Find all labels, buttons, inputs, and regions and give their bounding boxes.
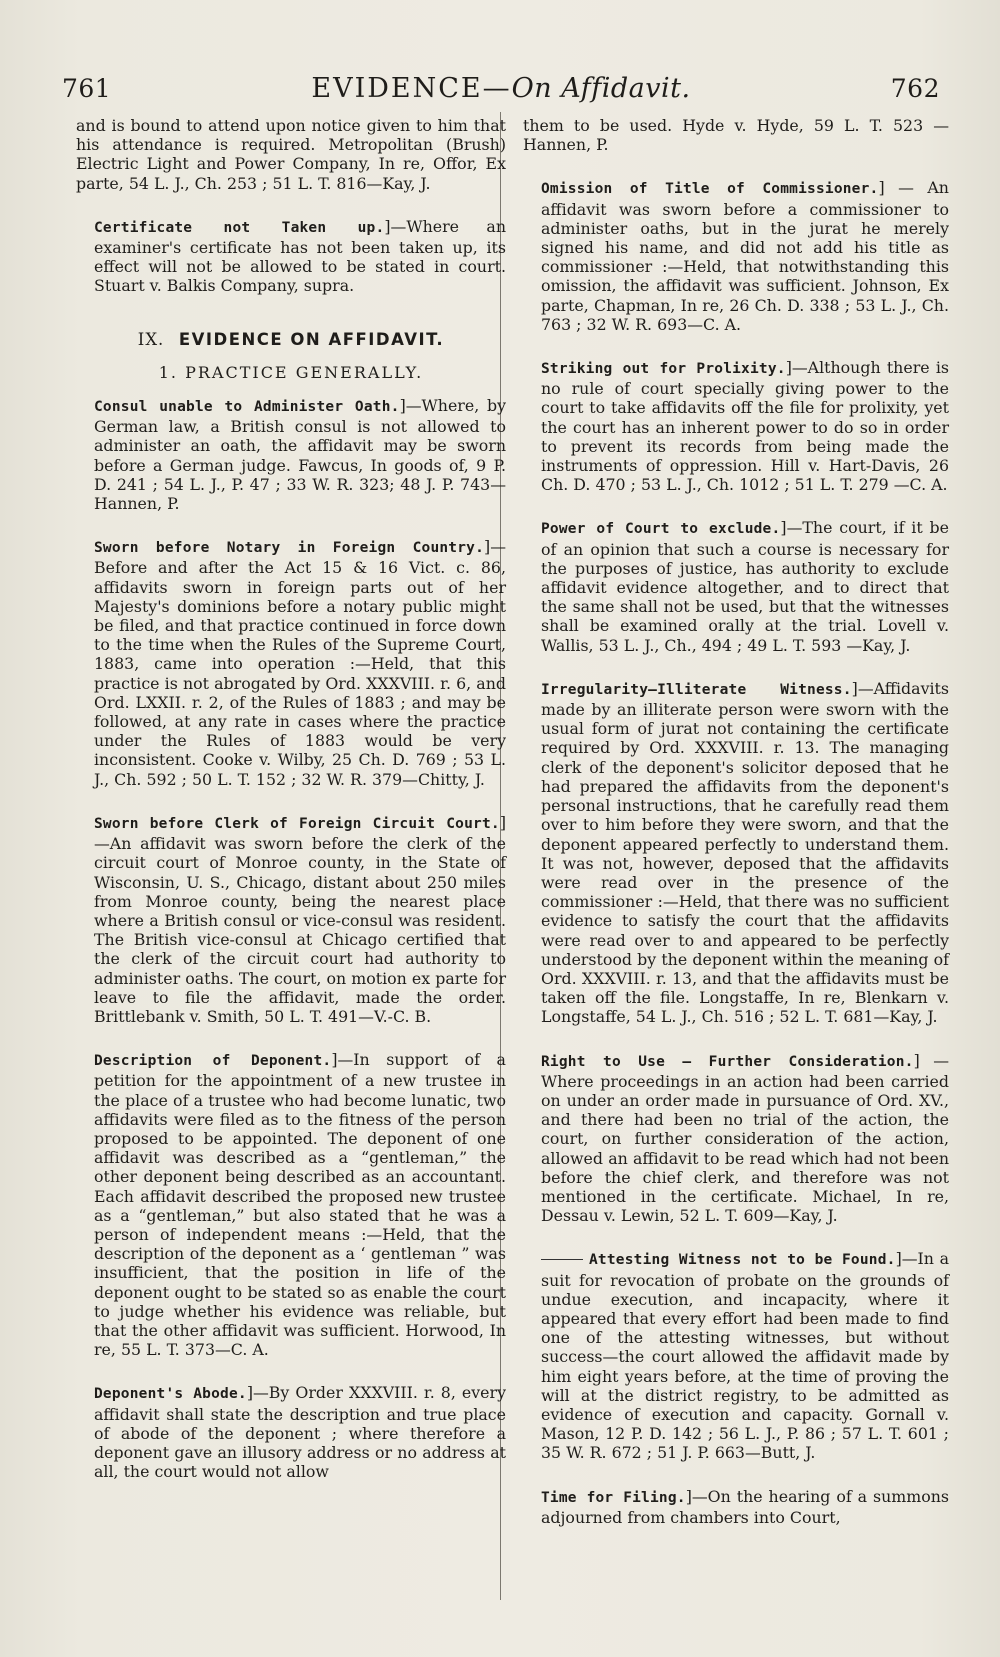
- entry-heading: Attesting Witness not to be Found.: [589, 1252, 896, 1269]
- right-page-number: 762: [890, 73, 940, 103]
- running-header: [62, 66, 940, 110]
- entry-text: ]—An affidavit was sworn before the clerk of the circuit court of Monroe county, in the State of Wisconsin, U. S., Chicago, distant about 250 miles from Monroe county, being the nearest place where a British consul or vice-consul was resident. The British vice-consul at Chicago certified that the clerk of the circuit court had authority to administer oaths. The court, on motion ex parte for leave to file the affidavit, made the order. Brittlebank v. Smith, 50 L. T. 491—V.-C. B.: [94, 812, 506, 1026]
- right-column: [523, 116, 949, 1551]
- paragraph: [76, 217, 506, 296]
- entry-heading: Power of Court to exclude.: [541, 521, 781, 538]
- entry-heading: Description of Deponent.: [94, 1053, 332, 1070]
- entry-heading: Sworn before Notary in Foreign Country.: [94, 540, 485, 557]
- entry-text: ]—On the hearing of a summons adjourned from chambers into Court,: [541, 1486, 949, 1527]
- paragraph: [523, 679, 949, 1027]
- entry-heading: Irregularity—Illiterate Witness.: [541, 681, 852, 698]
- entry-heading: Sworn before Clerk of Foreign Circuit Court.: [94, 815, 500, 832]
- entry-text: ]—The court, if it be of an opinion that such a course is necessary for the purposes of justice, has authority to exclude affidavit evidence altogether, and to direct that the same shall not be used, but that the witnesses shall be examined orally at the trial. Lovell v. Wallis, 53 L. J., Ch., 494 ; 49 L. T. 593 —Kay, J.: [541, 518, 949, 655]
- running-title: [311, 73, 690, 104]
- entry-text: ]—In support of a petition for the appointment of a new trustee in the place of a trustee who had become lunatic, two affidavits were filed as to the fitness of the person proposed to be appointed. The deponent of one affidavit was described as a “gentleman,” the other deponent being described as an accountant. Each affidavit described the proposed new trustee as a “gentleman,” but also stated that he was a person of independent means :—Held, that the description of the deponent as a ‘ gentleman ” was insufficient, that the position in life of the deponent ought to be stated so as enable the court to judge whether his evidence was reliable, but that the other affidavit was sufficient. Horwood, In re, 55 L. T. 373—C. A.: [94, 1050, 506, 1360]
- left-column: [76, 116, 506, 1505]
- paragraph: [76, 537, 506, 789]
- subsection-heading: 1. PRACTICE GENERALLY.: [158, 362, 424, 382]
- paragraph: [523, 1487, 949, 1527]
- entry-text: ]—Where an examiner's certificate has not been taken up, its effect will not be allowed to be stated in court. Stuart v. Balkis Company, supra.: [94, 216, 507, 296]
- paragraph: [523, 1051, 949, 1226]
- entry-heading: Striking out for Prolixity.: [541, 361, 786, 378]
- paragraph: [76, 813, 506, 1026]
- entry-heading: Time for Filing.: [541, 1489, 686, 1506]
- left-page-number: 761: [62, 73, 112, 103]
- entry-text: ]—In a suit for revocation of probate on the grounds of undue execution, and incapacity, where it appeared that every effort had been made to find one of the attesting witnesses, but without success—the court allowed the affidavit made by him eight years before, at the time of proving the will at the district registry, to be admitted as evidence of execution and capacity. Gornall v. Mason, 12 P. D. 142 ; 56 L. J., P. 86 ; 57 L. T. 601 ; 35 W. R. 672 ; 51 J. P. 663—Butt, J.: [541, 1249, 949, 1463]
- entry-text: ]—Before and after the Act 15 & 16 Vict. c. 86, affidavits sworn in foreign parts out of her Majesty's dominions before a notary public might be filed, and that practice continued in force down to the time when the Rules of the Supreme Court, 1883, came into operation :—Held, that this practice is not abrogated by Ord. XXXVIII. r. 6, and Ord. LXXII. r. 2, of the Rules of 1883 ; and may be followed, at any rate in cases where the practice under the Rules of 1883 would be very inconsistent. Cooke v. Wilby, 25 Ch. D. 769 ; 53 L. J., Ch. 592 ; 50 L. T. 152 ; 32 W. R. 379—Chitty, J.: [94, 537, 506, 789]
- paragraph: [76, 396, 506, 513]
- entry-text: ] — Where proceedings in an action had been carried on under an order made in pursuance of Ord. XV., and there had been no trial of the action, the court, on further consideration of the action, allowed an affidavit to be read which had not been before the chief clerk, and therefore was not mentioned in the certificate. Michael, In re, Dessau v. Lewin, 52 L. T. 609—Kay, J.: [541, 1050, 949, 1226]
- section-title: EVIDENCE ON AFFIDAVIT.: [178, 329, 445, 349]
- paragraph: [76, 1383, 506, 1481]
- entry-text: ]—Affidavits made by an illiterate person were sworn with the usual form of jurat not containing the certificate required by Ord. XXXVIII. r. 13. The managing clerk of the deponent's solicitor deposed that he had prepared the affidavits from the deponent's personal instructions, that he carefully read them over to him before they were sworn, and that the deponent appeared perfectly to understand them. It was not, however, deposed that the affidavits were read over in the presence of the commissioner :—Held, that there was no sufficient evidence to satisfy the court that the affidavits were read over to and appeared to be perfectly understood by the deponent within the meaning of Ord. XXXVIII. r. 13, and that the affidavits must be taken off the file. Longstaffe, In re, Blenkarn v. Longstaffe, 54 L. J., Ch. 516 ; 52 L. T. 681—Kay, J.: [541, 678, 949, 1027]
- entry-text: ] — An affidavit was sworn before a commissioner to administer oaths, but in the jurat he merely signed his name, and did not add his title as commissioner :—Held, that notwithstanding this omission, the affidavit was sufficient. Johnson, Ex parte, Chapman, In re, 26 Ch. D. 338 ; 53 L. J., Ch. 763 ; 32 W. R. 693—C. A.: [541, 178, 949, 334]
- entry-heading: Consul unable to Administer Oath.: [94, 399, 400, 416]
- entry-text: ]—Where, by German law, a British consul is not allowed to administer an oath, the affidavit may be sworn before a German judge. Fawcus, In goods of, 9 P. D. 241 ; 54 L. J., P. 47 ; 33 W. R. 323; 48 J. P. 743—Hannen, P.: [94, 396, 506, 514]
- entry-heading: Right to Use — Further Consideration.: [541, 1053, 914, 1070]
- paragraph: [76, 1050, 506, 1359]
- entry-heading: Certificate not Taken up.: [94, 219, 385, 236]
- section-heading: [76, 330, 506, 349]
- paragraph: [523, 518, 949, 654]
- section-number: IX.: [137, 329, 165, 349]
- running-title-main: EVIDENCE—: [311, 72, 512, 104]
- running-title-sub: On Affidavit.: [511, 72, 691, 104]
- ditto-dash: [541, 1259, 583, 1260]
- paragraph: [523, 1249, 949, 1462]
- entry-heading: Deponent's Abode.: [94, 1386, 247, 1403]
- paragraph: and is bound to attend upon notice given to him that his attendance is required. Metropolitan (Brush) Electric Light and Power Company, In re, Offor, Ex parte, 54 L. J., Ch. 253 ; 51 L. T. 816—Kay, J.: [76, 116, 506, 193]
- paragraph: [523, 178, 949, 334]
- paragraph: them to be used. Hyde v. Hyde, 59 L. T. 523 —Hannen, P.: [523, 116, 949, 155]
- entry-heading: Omission of Title of Commissioner.: [541, 181, 879, 198]
- entry-text: ]—By Order XXXVIII. r. 8, every affidavit shall state the description and true place of abode of the deponent ; where therefore a deponent gave an illusory address or no address at all, the court would not allow: [94, 1383, 506, 1482]
- paragraph: [523, 358, 949, 494]
- entry-text: ]—Although there is no rule of court specially giving power to the court to take affidavits off the file for prolixity, yet the court has an inherent power to do so in order to prevent its records from being made the instruments of oppression. Hill v. Hart-Davis, 26 Ch. D. 470 ; 53 L. J., Ch. 1012 ; 51 L. T. 279 —C. A.: [541, 358, 949, 495]
